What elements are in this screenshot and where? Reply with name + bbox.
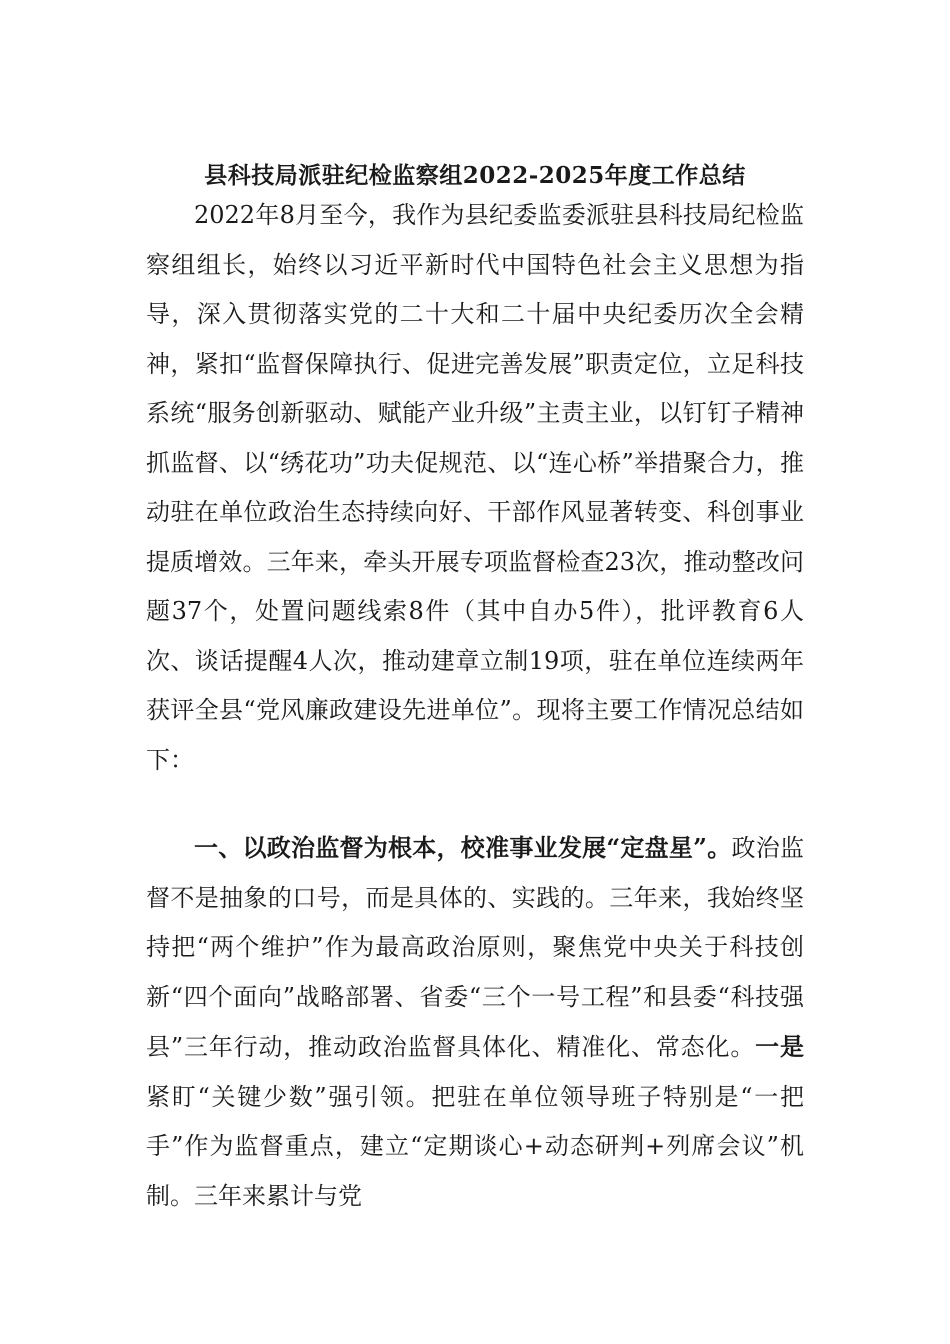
section-one-body-b: 紧盯“关键少数”强引领。把驻在单位领导班子特别是“一把手”作为监督重点，建立“定期谈心+动态研判+列席会议”机制。三年来累计与党 bbox=[146, 1082, 804, 1210]
section-one-body-a: 政治监督不是抽象的口号，而是具体的、实践的。三年来，我始终坚持把“两个维护”作为最高政治原则，聚焦党中央关于科技创新“四个面向”战略部署、省委“三个一号工程”和县委“科技强县”三年行动，推动政治监督具体化、精准化、常态化。 bbox=[146, 834, 805, 1061]
section-one-paragraph bbox=[146, 823, 804, 1221]
section-one-lead: 一是 bbox=[755, 1032, 804, 1061]
section-one-heading: 一、以政治监督为根本，校准事业发展“定盘星”。 bbox=[194, 833, 732, 862]
document-title: 县科技局派驻纪检监察组2022-2025年度工作总结 bbox=[204, 162, 746, 189]
intro-paragraph: 2022年8月至今，我作为县纪委监委派驻县科技局纪检监察组组长，始终以习近平新时代中国特色社会主义思想为指导，深入贯彻落实党的二十大和二十届中央纪委历次全会精神，紧扣“监督保障执行、促进完善发展”职责定位，立足科技系统“服务创新驱动、赋能产业升级”主责主业，以钉钉子精神抓监督、以“绣花功”功夫促规范、以“连心桥”举措聚合力，推动驻在单位政治生态持续向好、干部作风显著转变、科创事业提质增效。三年来，牵头开展专项监督检查23次，推动整改问题37个，处置问题线索8件（其中自办5件），批评教育6人次、谈话提醒4人次，推动建章立制19项，驻在单位连续两年获评全县“党风廉政建设先进单位”。现将主要工作情况总结如下： bbox=[146, 201, 804, 774]
